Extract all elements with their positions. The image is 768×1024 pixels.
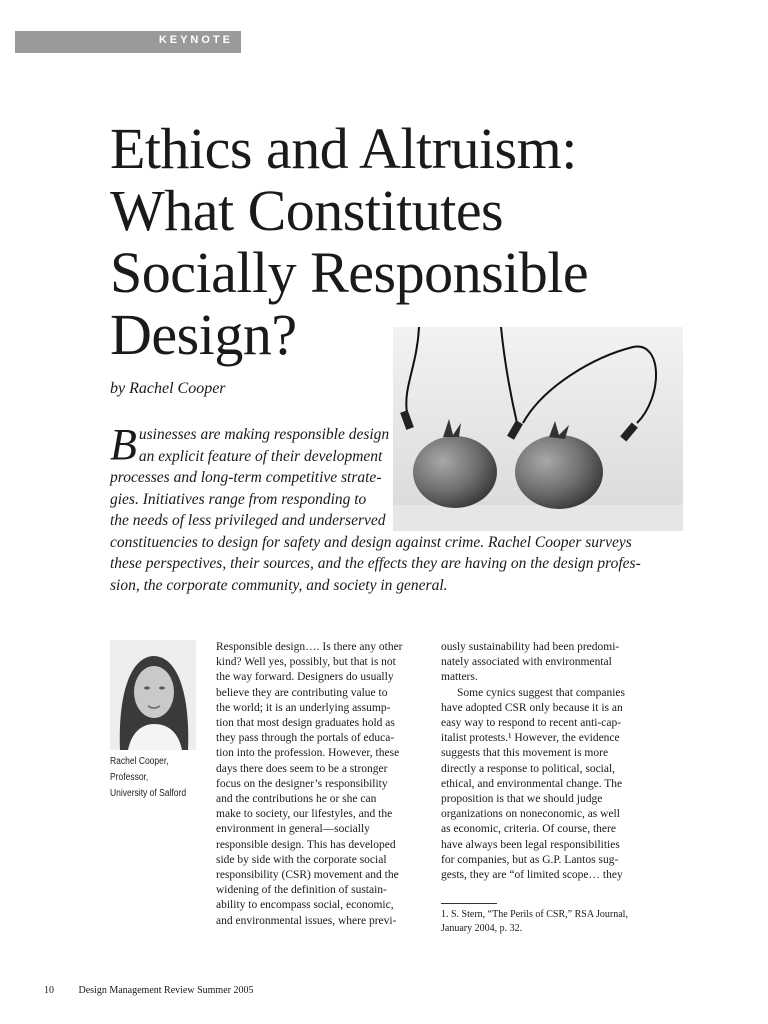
body-line: and environmental issues, where previ- bbox=[216, 914, 397, 927]
body-line: they pass through the portals of educa- bbox=[216, 732, 395, 745]
body-line: Responsible design…. Is there any other bbox=[216, 641, 403, 653]
title-line: Ethics and Altruism: bbox=[110, 116, 577, 181]
section-label: KEYNOTE bbox=[158, 34, 233, 46]
intro-line: processes and long-term competitive strate- bbox=[110, 469, 382, 486]
body-line: Some cynics suggest that companies bbox=[457, 686, 625, 699]
section-banner bbox=[15, 31, 241, 53]
body-line: italist protests.¹ However, the evidence bbox=[441, 732, 620, 745]
body-column-2 bbox=[441, 640, 641, 883]
body-line: for companies, but as G.P. Lantos sug- bbox=[441, 853, 619, 866]
body-line: make to society, our lifestyles, and the bbox=[216, 808, 393, 821]
body-line: environment in general—socially bbox=[216, 823, 370, 836]
body-line: ethical, and environmental change. The bbox=[441, 777, 623, 790]
body-line: the way forward. Designers do usually bbox=[216, 671, 394, 684]
intro-line: an explicit feature of their development bbox=[138, 447, 383, 465]
body-line: matters. bbox=[441, 671, 478, 684]
footnote-divider bbox=[441, 903, 497, 904]
author-caption bbox=[110, 754, 186, 802]
body-line: believe they are contributing value to bbox=[216, 686, 388, 699]
title-line: What Constitutes bbox=[110, 178, 504, 243]
intro-line: usinesses are making responsible design bbox=[138, 426, 390, 443]
body-line: focus on the designer’s responsibility bbox=[216, 777, 388, 790]
body-line: days there does seem to be a stronger bbox=[216, 762, 388, 775]
body-line: responsible design. This has developed bbox=[216, 838, 396, 851]
body-line: and the contributions he or she can bbox=[216, 793, 377, 806]
body-line: proposition is that we should judge bbox=[441, 793, 603, 806]
body-line: have always been legal responsibilities bbox=[441, 838, 620, 851]
body-line: tion that most design graduates hold as bbox=[216, 717, 395, 730]
footnote-line: January 2004, p. 32. bbox=[441, 923, 523, 934]
body-line: ously sustainability had been predomi- bbox=[441, 641, 620, 653]
body-line: organizations on noneconomic, as well bbox=[441, 808, 620, 821]
journal-name: Design Management Review Summer 2005 bbox=[78, 985, 254, 996]
body-line: side by side with the corporate social bbox=[216, 853, 387, 866]
body-line: kind? Well yes, possibly, but that is not bbox=[216, 656, 396, 669]
body-line: responsibility (CSR) movement and the bbox=[216, 869, 399, 882]
body-line: nately associated with environmental bbox=[441, 656, 612, 669]
body-line: tion into the profession. However, these bbox=[216, 747, 400, 760]
article-intro bbox=[110, 420, 641, 596]
byline: by Rachel Cooper bbox=[110, 380, 226, 397]
body-line: ability to encompass social, economic, bbox=[216, 899, 394, 912]
body-column-1 bbox=[216, 640, 416, 929]
dropcap: B bbox=[110, 420, 137, 469]
caption-line: Professor, bbox=[110, 772, 149, 783]
caption-line: Rachel Cooper, bbox=[110, 756, 169, 767]
intro-line: these perspectives, their sources, and the effects they are having on the design profes- bbox=[110, 555, 641, 572]
intro-line: the needs of less privileged and underserved bbox=[110, 512, 386, 529]
intro-line: constituencies to design for safety and design against crime. Rachel Cooper surveys bbox=[110, 533, 632, 551]
footnote-line: 1. S. Stern, “The Perils of CSR,” RSA Journal, bbox=[441, 909, 628, 920]
body-line: easy way to respond to recent anti-cap- bbox=[441, 717, 622, 730]
caption-line: University of Salford bbox=[110, 788, 187, 799]
body-line: the world; it is an underlying assump- bbox=[216, 701, 391, 714]
title-line: Socially Responsible bbox=[110, 240, 589, 305]
body-line: widening of the definition of sustain- bbox=[216, 884, 387, 897]
body-line: gests, they are “of limited scope… they bbox=[441, 869, 623, 882]
page-number: 10 bbox=[44, 985, 54, 996]
title-line: Design? bbox=[110, 302, 297, 367]
page-footer bbox=[44, 985, 253, 996]
intro-line: gies. Initiatives range from responding to bbox=[110, 490, 367, 508]
body-line: have adopted CSR only because it is an bbox=[441, 701, 623, 714]
body-line: as economic, criteria. Of course, there bbox=[441, 823, 616, 836]
body-line: suggests that this movement is more bbox=[441, 747, 609, 760]
body-line: directly a response to political, social, bbox=[441, 762, 616, 775]
author-portrait bbox=[110, 640, 196, 750]
footnote bbox=[441, 908, 628, 936]
intro-line: sion, the corporate community, and society in general. bbox=[110, 576, 448, 594]
